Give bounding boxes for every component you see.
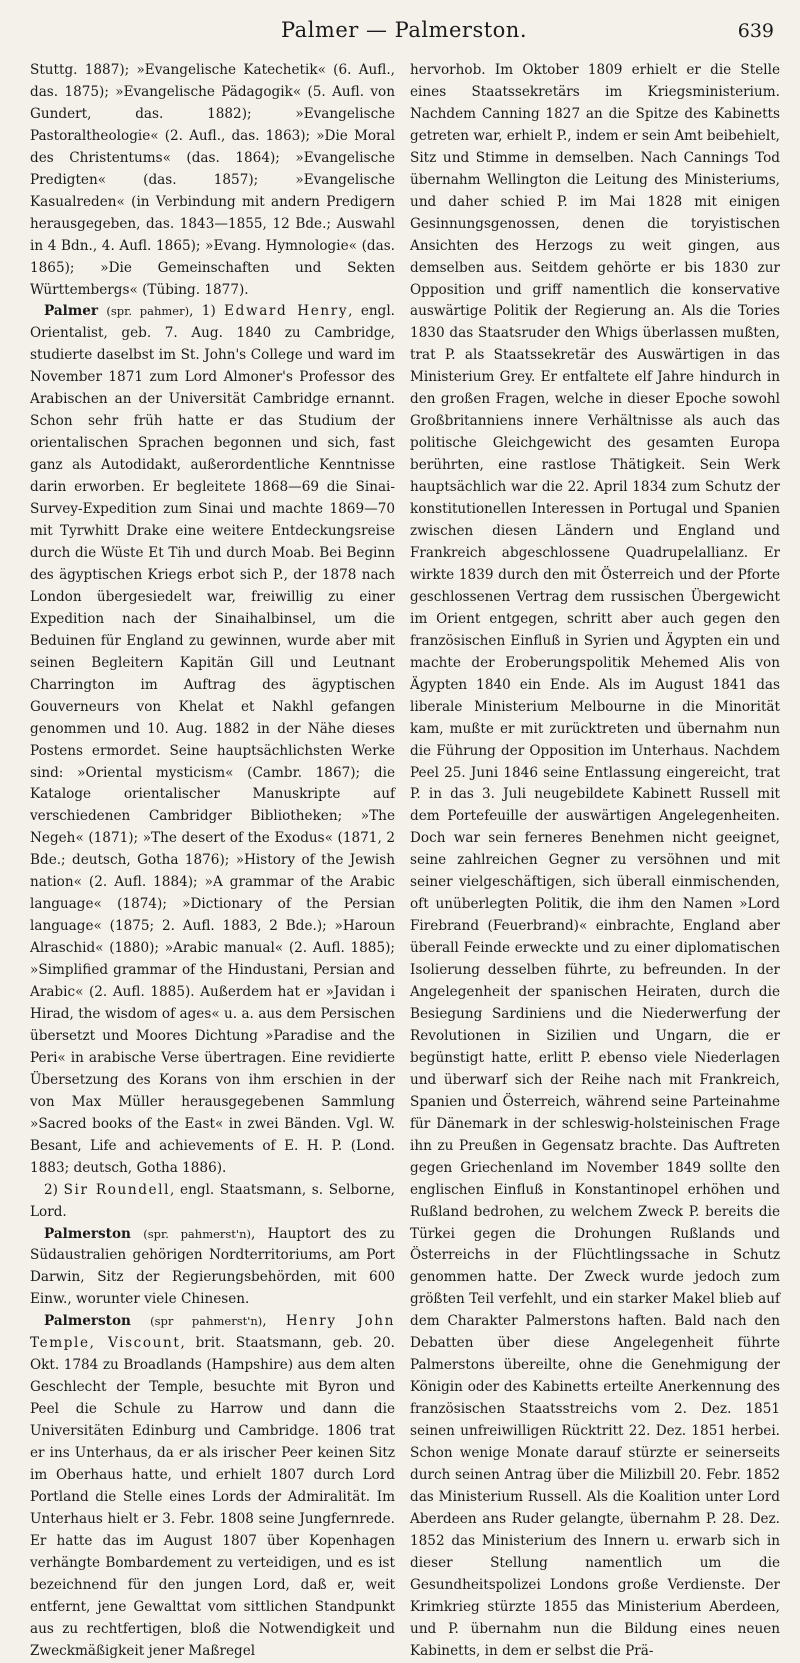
- pronunciation: (spr. pahmer): [106, 304, 190, 319]
- headword-palmerston: Palmerston: [44, 1313, 131, 1330]
- entry-continuation: hervorhob. Im Oktober 1809 erhielt er die Stelle eines Staatssekretärs im Kriegsministerium. Nachdem Canning 1827 an die Spitze des Kabinetts getreten war, erhielt P., indem er sein Amt beibehielt, Sitz und Stimme in demselben. Nach Cannings Tod übernahm Wellington die Leitung des Ministeriums, und daher schied P. im Mai 1828 mit einigen Gesinnungsgenossen, denen die toryistischen Ansichten des Herzogs zu weit gingen, aus demselben aus. Seitdem gehörte er bis 1830 zur Opposition und griff namentlich die konservative auswärtige Politik der Regierung an. Als die Tories 1830 das Staatsruder den Whigs überlassen mußten, trat P. als Staatssekretär des Auswärtigen in das Ministerium Grey. Er entfaltete elf Jahre hindurch in den großen Fragen, welche in dieser Epoche sowohl Großbritanniens innere Verhältnisse als auch das politische Gleichgewicht des gesamten Europa berührten, eine rastlose Thätigkeit. Sein Werk hauptsächlich war die 22. April 1834 zum Schutz der konstitutionellen Interessen in Portugal und Spanien zwischen diesen Ländern und England und Frankreich abgeschlossene Quadrupelallianz. Er wirkte 1839 durch den mit Österreich und der Pforte geschlossenen Vertrag dem russischen Übergewicht im Orient entgegen, schritt aber auch gegen den französischen Einfluß in Syrien und Ägypten ein und machte der Eroberungspolitik Mehemed Alis von Ägypten 1840 ein Ende. Als im August 1841 das liberale Ministerium Melbourne in die Minorität kam, mußte er mit zurücktreten und übernahm nun die Führung der Opposition im Unterhaus. Nachdem Peel 25. Juni 1846 seine Entlassung eingereicht, trat P. in das 3. Juli neugebildete Kabinett Russell mit dem Portefeuille der auswärtigen Angelegenheiten. Doch war sein fernerеs Benehmen nicht geeignet, seine zahlreichen Gegner zu versöhnen und mit seiner vielgeschäftigen, sich überall einmischenden, oft unüberlegten Politik, die ihm den Namen »Lord Firebrand (Feuerbrand)« einbrachte, England aber überall Feinde erweckte und zu einer diplomatischen Isolierung desselben führte, zu befreunden. In der Angelegenheit der spanischen Heiraten, durch die Besiegung Sardiniens und die Niederwerfung der Revolutionen in Sizilien und Ungarn, die er begünstigt hatte, erlitt P. ebenso viele Niederlagen und überwarf sich der Reihe nach mit Frankreich, Spanien und Österreich, während seine Parteinahme für Dänemark in der schleswig-holsteinischen Frage ihn zu Preußen in Gegensatz brachte. Das Auftreten gegen Griechenland im November 1849 sollte den englischen Einfluß in Konstantinopel erhöhen und Rußland bedrohen, zu welchem Zweck P. bereits die Türkei gegen die Drohungen Rußlands und Österreichs in der Flüchtlingssache in Schutz genommen hatte. Der Zweck wurde jedoch zum größten Teil verfehlt, und ein starker Makel blieb auf dem Charakter Palmerstons haften. Bald nach den Debatten über diese Angelegenheit führte Palmerstons übereilte, ohne die Genehmigung der Königin oder des Kabinetts erteilte Anerkennung des französischen Staatsstreichs vom 2. Dez. 1851 seinen unfreiwilligen Rücktritt 22. Dez. 1851 herbei. Schon wenige Monate darauf stürzte er seinerseits durch seinen Antrag über die Milizbill 20. Febr. 1852 das Ministerium Russell. Als die Koalition unter Lord Aberdeen ans Ruder gelangte, übernahm P. 28. Dez. 1852 das Ministerium des Innern u. erwarb sich in dieser Stellung namentlich um die Gesundheitspolizei Londons große Verdienste. Der Krimkrieg stürzte 1855 das Ministerium Aberdeen, und P. übernahm nun die Bildung eines neuen Kabinetts, in dem er selbst die Prä-: [410, 62, 780, 1659]
- entry-text: , engl. Orientalist, geb. 7. Aug. 1840 zu Cambridge, studierte daselbst im St. John's College und ward im November 1871 zum Lord Almoner's Professor des Arabischen an der Universität Cambridge ernannt. Schon sehr früh hatte er das Studium der orientalischen Sprachen begonnen und sich, fast ganz als Autodidakt, außerordentliche Kenntnisse darin erworben. Er begleitete 1868—69 die Sinai-Survey-Expedition zum Sinai und machte 1869—70 mit Tyrwhitt Drake eine weitere Entdeckungsreise durch die Wüste Et Tih und durch Moab. Bei Beginn des ägyptischen Kriegs erbot sich P., der 1878 nach London übergesiedelt war, freiwillig zu einer Expedition nach der Sinaihalbinsel, um die Beduinen für England zu gewinnen, wurde aber mit seinen Begleitern Kapitän Gill und Leutnant Charrington im Auftrag des ägyptischen Gouverneurs von Khelat et Nakhl gefangen genommen und 10. Aug. 1882 in der Nähe dieses Postens ermordet. Seine hauptsächlichsten Werke sind: »Oriental mysticism« (Cambr. 1867); die Kataloge orientalischer Manuskripte auf verschiedenen Cambridger Bibliotheken; »The Negeh« (1871); »The desert of the Exodus« (1871, 2 Bde.; deutsch, Gotha 1876); »History of the Jewish nation« (2. Aufl. 1884); »A grammar of the Arabic language« (1874); »Dictionary of the Persian language« (1875; 2. Aufl. 1883, 2 Bde.); »Haroun Alraschid« (1880); »Arabic manual« (2. Aufl. 1885); »Simplified grammar of the Hindustani, Persian and Arabic« (2. Aufl. 1885). Außerdem hat er »Javidan i Hirad, the wisdom of ages« u. a. aus dem Persischen übersetzt und Moores Dichtung »Paradise and the Peri« in arabische Verse übertragen. Eine revidierte Übersetzung des Korans von ihm erschien in der von Max Müller herausgegebenen Sammlung »Sacred books of the East« in zwei Bänden. Vgl. W. Besant, Life and achievements of E. H. P. (Lond. 1883; deutsch, Gotha 1886).: [30, 303, 395, 1176]
- page-number: 639: [737, 20, 774, 42]
- right-column: [410, 60, 780, 1659]
- entry-palmer-edward: [30, 301, 395, 1179]
- entry-palmer-roundell: [30, 1180, 395, 1224]
- headword-palmerston: Palmerston: [44, 1225, 131, 1242]
- sense-number: 2): [44, 1181, 58, 1198]
- person-name: Sir Roundell: [63, 1181, 171, 1198]
- entry-text: , Hauptort des zu Südaustralien gehörigen Nordterritoriums, am Port Darwin, Sitz der Regierungsbehörden, mit 600 Einw., worunter viele Chinesen.: [30, 1225, 395, 1308]
- page-title: Palmer — Palmerston.: [280, 18, 527, 42]
- separator: ,: [262, 1313, 267, 1330]
- pronunciation: (spr. pahmerst'n): [143, 1226, 251, 1241]
- entry-text: , brit. Staatsmann, geb. 20. Okt. 1784 zu Broadlands (Hampshire) aus dem alten Geschlecht der Temple, besuchte mit Byron und Peel die Schule zu Harrow und dann die Universitäten Edinburg und Cambridge. 1806 trat er ins Unterhaus, da er als irischer Peer keinen Sitz im Oberhaus hatte, und erhielt 1807 durch Lord Portland die Stelle eines Lords der Admiralität. Im Unterhaus hielt er 3. Febr. 1808 seine Jungfernrede. Er hatte das im August 1807 über Kopenhagen verhängte Bombardement zu verteidigen, und es ist bezeichnend für den jungen Lord, daß er, weit entfernt, jene Gewalttat vom sittlichen Standpunkt aus zu rechtfertigen, bloß die Notwendigkeit und Zweckmäßigkeit jener Maßregel: [30, 1335, 395, 1659]
- page-header: [30, 18, 778, 54]
- person-name: Edward Henry: [224, 303, 349, 320]
- headword-palmer: Palmer: [44, 303, 99, 320]
- left-column: [30, 60, 395, 1659]
- person-name: Henry John Temple, Viscount: [30, 1313, 395, 1352]
- entry-palmerston-town: [30, 1224, 395, 1312]
- sense-number: , 1): [189, 303, 216, 320]
- entry-text: , engl. Staatsmann, s. Selborne, Lord.: [30, 1181, 395, 1220]
- pronunciation: (spr pahmerst'n): [150, 1314, 263, 1329]
- entry-palmerston-statesman: [30, 1311, 395, 1662]
- entry-continuation: Stuttg. 1887); »Evangelische Katechetik« (6. Aufl., das. 1875); »Evangelische Pädagogik« (5. Aufl. von Gundert, das. 1882); »Evangelische Pastoraltheologie« (2. Aufl., das. 1863); »Die Moral des Christentums« (das. 1864); »Evangelische Predigten« (das. 1857); »Evangelische Kasualreden« (in Verbindung mit andern Predigern herausgegeben, das. 1843—1855, 12 Bde.; Auswahl in 4 Bdn., 4. Aufl. 1865); »Evang. Hymnologie« (das. 1865); »Die Gemeinschaften und Sekten Württembergs« (Tübing. 1877).: [30, 62, 395, 298]
